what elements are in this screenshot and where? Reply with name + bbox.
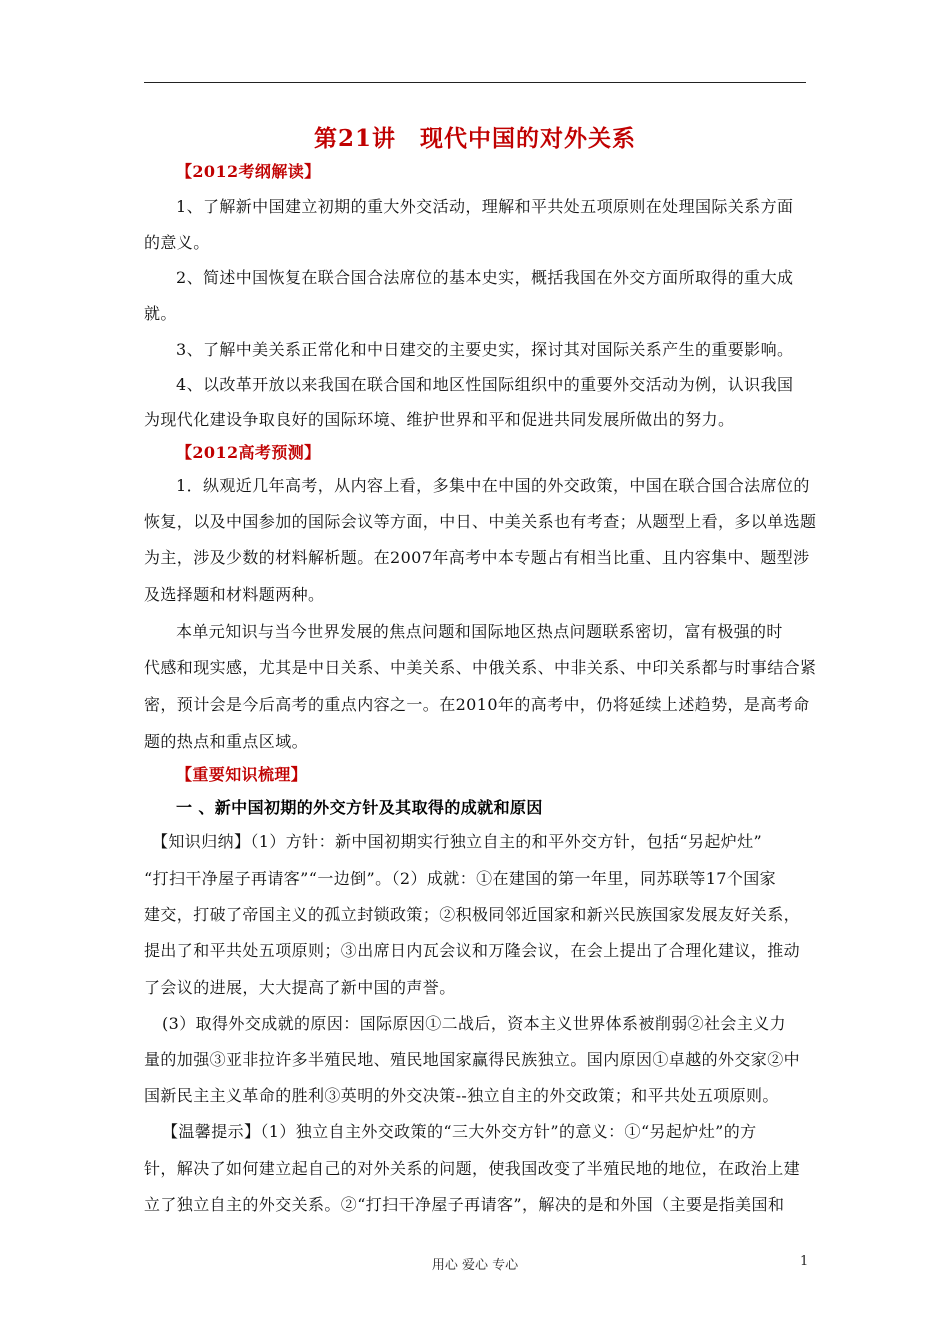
- section-heading-syllabus: 【2012考纲解读】: [176, 162, 321, 181]
- body-line: 国新民主主义革命的胜利③英明的外交决策--独立自主的外交政策；和平共处五项原则。: [144, 1086, 779, 1105]
- body-line: 立了独立自主的外交关系。②“打扫干净屋子再请客”，解决的是和外国（主要是指美国和: [144, 1195, 785, 1214]
- footer-text: 用心 爱心 专心: [431, 1258, 519, 1273]
- body-line: 题的热点和重点区域。: [144, 732, 309, 751]
- section-heading-forecast: 【2012高考预测】: [176, 443, 321, 462]
- body-line: (3）取得外交成就的原因：国际原因①二战后，资本主义世界体系被削弱②社会主义力: [162, 1014, 787, 1033]
- section-heading-knowledge: 【重要知识梳理】: [176, 765, 308, 784]
- body-line: 建交，打破了帝国主义的孤立封锁政策；②积极同邻近国家和新兴民族国家发展友好关系，: [144, 905, 801, 924]
- page-number: 1: [800, 1254, 809, 1269]
- body-line: 就。: [144, 304, 177, 323]
- header-rule: [144, 82, 806, 83]
- body-line: 提出了和平共处五项原则；③出席日内瓦会议和万隆会议，在会上提出了合理化建议，推动: [144, 941, 801, 960]
- title-topic: 现代中国的对外关系: [420, 125, 636, 152]
- body-line: 【温馨提示】（1）独立自主外交政策的“三大外交方针”的意义：①“另起炉灶”的方: [162, 1122, 757, 1141]
- body-line: 为现代化建设争取良好的国际环境、维护世界和平和促进共同发展所做出的努力。: [144, 410, 735, 429]
- body-line: 的意义。: [144, 233, 210, 252]
- body-line: 及选择题和材料题两种。: [144, 585, 325, 604]
- body-line: 密，预计会是今后高考的重点内容之一。在2010年的高考中，仍将延续上述趋势，是高考命: [144, 695, 810, 714]
- body-line: 了会议的进展，大大提高了新中国的声誉。: [144, 978, 456, 997]
- body-line: 针，解决了如何建立起自己的对外关系的问题，使我国改变了半殖民地的地位，在政治上建: [144, 1159, 801, 1178]
- body-line: 本单元知识与当今世界发展的焦点问题和国际地区热点问题联系密切，富有极强的时: [176, 622, 783, 641]
- subheading-early-diplomacy: 一 、新中国初期的外交方针及其取得的成就和原因: [176, 798, 543, 817]
- body-line: 4、以改革开放以来我国在联合国和地区性国际组织中的重要外交活动为例，认识我国: [176, 375, 794, 394]
- body-line: 代感和现实感，尤其是中日关系、中美关系、中俄关系、中非关系、中印关系都与时事结合紧: [144, 658, 817, 677]
- body-line: 1．纵观近几年高考，从内容上看，多集中在中国的外交政策，中国在联合国合法席位的: [176, 476, 810, 495]
- body-line: 【知识归纳】（1）方针：新中国初期实行独立自主的和平外交方针，包括“另起炉灶”: [152, 832, 763, 851]
- body-line: 量的加强③亚非拉许多半殖民地、殖民地国家赢得民族独立。国内原因①卓越的外交家②中: [144, 1050, 801, 1069]
- title-lecture-number: 第21讲: [313, 125, 396, 152]
- page-title: [0, 120, 950, 153]
- body-line: “打扫干净屋子再请客”“一边倒”。（2）成就：①在建国的第一年里，同苏联等17个国家: [144, 869, 777, 888]
- body-line: 2、简述中国恢复在联合国合法席位的基本史实，概括我国在外交方面所取得的重大成: [176, 268, 794, 287]
- body-line: 为主，涉及少数的材料解析题。在2007年高考中本专题占有相当比重、且内容集中、题型涉: [144, 548, 810, 567]
- body-line: 恢复，以及中国参加的国际会议等方面，中日、中美关系也有考查；从题型上看，多以单选题: [144, 512, 817, 531]
- body-line: 1、了解新中国建立初期的重大外交活动，理解和平共处五项原则在处理国际关系方面: [176, 197, 794, 216]
- body-line: 3、了解中美关系正常化和中日建交的主要史实，探讨其对国际关系产生的重要影响。: [176, 340, 794, 359]
